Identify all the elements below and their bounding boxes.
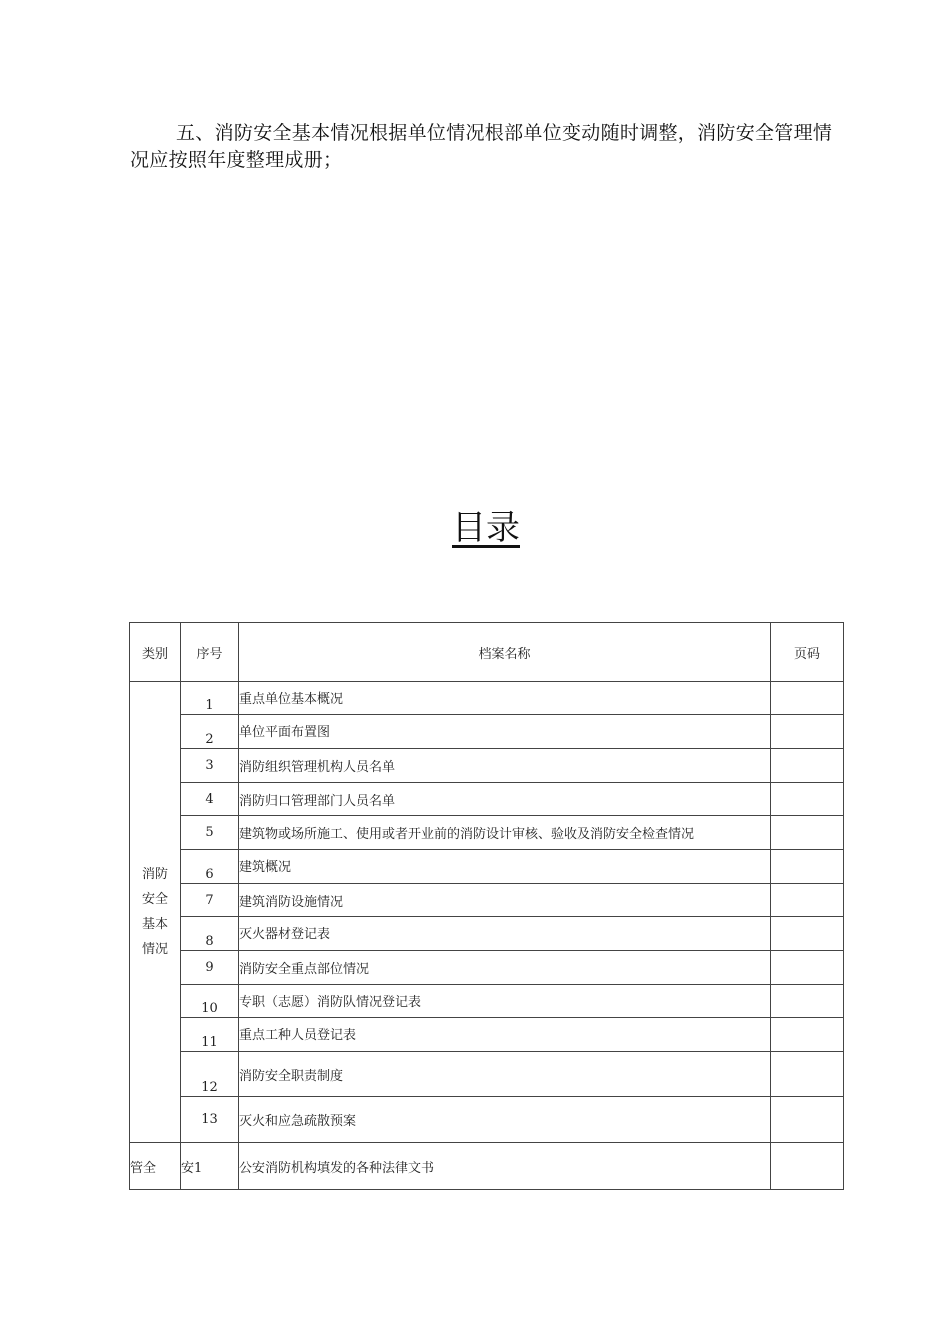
row-page <box>771 816 844 850</box>
row-number: 12 <box>181 1052 239 1097</box>
row-number: 10 <box>181 985 239 1018</box>
row-name: 灭火和应急疏散预案 <box>239 1097 771 1143</box>
category-cell: 管全 <box>130 1143 181 1190</box>
table-row <box>130 682 844 715</box>
row-number: 7 <box>181 884 239 917</box>
row-name: 消防组织管理机构人员名单 <box>239 749 771 783</box>
table-row <box>130 850 844 884</box>
table-row <box>130 1097 844 1143</box>
table-row <box>130 749 844 783</box>
table-row <box>130 985 844 1018</box>
row-name: 单位平面布置图 <box>239 715 771 749</box>
row-page <box>771 682 844 715</box>
row-page <box>771 1052 844 1097</box>
row-page <box>771 884 844 917</box>
row-page <box>771 917 844 951</box>
header-row <box>130 623 844 682</box>
table-row <box>130 783 844 816</box>
row-page <box>771 985 844 1018</box>
header-page: 页码 <box>771 623 844 682</box>
table-row <box>130 917 844 951</box>
table-row <box>130 884 844 917</box>
row-name: 建筑概况 <box>239 850 771 884</box>
table-row <box>130 1052 844 1097</box>
row-name: 灭火器材登记表 <box>239 917 771 951</box>
row-name: 专职（志愿）消防队情况登记表 <box>239 985 771 1018</box>
row-page <box>771 951 844 985</box>
row-name: 消防归口管理部门人员名单 <box>239 783 771 816</box>
table-row <box>130 816 844 850</box>
header-number: 序号 <box>181 623 239 682</box>
table-row <box>130 951 844 985</box>
intro-paragraph: 五、消防安全基本情况根据单位情况根部单位变动随时调整，消防安全管理情况应按照年度整理成册； <box>130 122 833 171</box>
table-row <box>130 1143 844 1190</box>
row-number: 2 <box>181 715 239 749</box>
row-number: 安1 <box>181 1143 239 1190</box>
row-name: 重点单位基本概况 <box>239 682 771 715</box>
row-page <box>771 715 844 749</box>
row-number: 4 <box>181 783 239 816</box>
row-name: 重点工种人员登记表 <box>239 1018 771 1052</box>
table-row <box>130 715 844 749</box>
page-title: 目录 <box>452 508 520 548</box>
row-number: 13 <box>181 1097 239 1143</box>
row-number: 6 <box>181 850 239 884</box>
row-number: 11 <box>181 1018 239 1052</box>
row-page <box>771 850 844 884</box>
row-name: 公安消防机构填发的各种法律文书 <box>239 1143 771 1190</box>
table-row <box>130 1018 844 1052</box>
row-page <box>771 1018 844 1052</box>
row-name: 建筑消防设施情况 <box>239 884 771 917</box>
row-number: 1 <box>181 682 239 715</box>
row-name: 消防安全重点部位情况 <box>239 951 771 985</box>
row-number: 8 <box>181 917 239 951</box>
header-category: 类别 <box>130 623 181 682</box>
row-page <box>771 1097 844 1143</box>
row-number: 3 <box>181 749 239 783</box>
row-page <box>771 749 844 783</box>
row-number: 5 <box>181 816 239 850</box>
category-cell: 消防 安全 基本 情况 <box>130 682 181 1143</box>
row-page <box>771 783 844 816</box>
header-name: 档案名称 <box>239 623 771 682</box>
row-page <box>771 1143 844 1190</box>
row-name: 建筑物或场所施工、使用或者开业前的消防设计审核、验收及消防安全检查情况 <box>239 816 771 850</box>
row-name: 消防安全职责制度 <box>239 1052 771 1097</box>
row-number: 9 <box>181 951 239 985</box>
toc-table <box>129 622 844 1190</box>
